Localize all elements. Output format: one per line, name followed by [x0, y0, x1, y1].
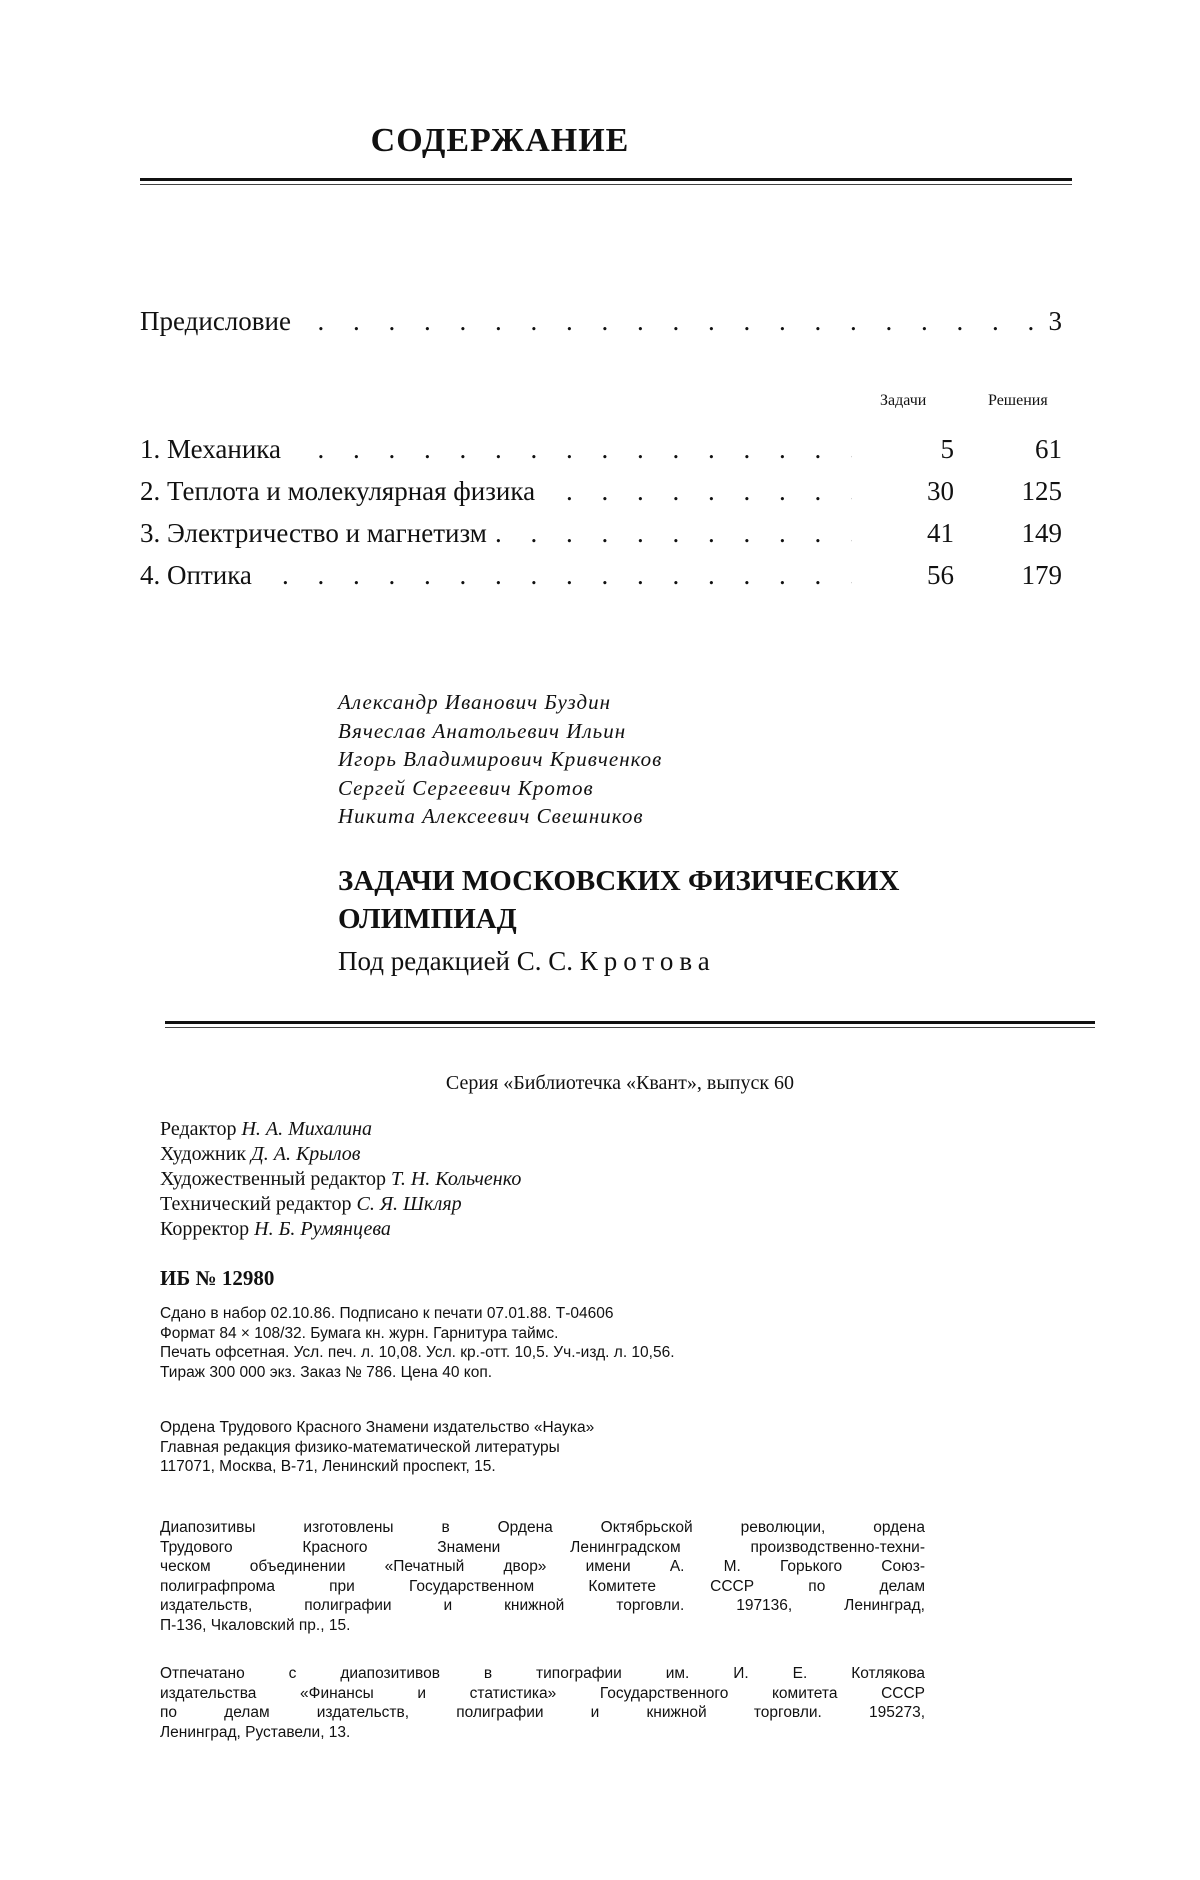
toc-chapter-label: 3. Электричество и магнетизм	[140, 516, 493, 550]
column-header-problems: Задачи	[880, 392, 926, 410]
staff-name: С. Я. Шкляр	[357, 1193, 462, 1215]
staff-role: Корректор	[160, 1218, 249, 1240]
staff-name: Д. А. Крылов	[251, 1143, 360, 1165]
print-info	[160, 1304, 925, 1382]
toc-chapter[interactable]	[140, 558, 1072, 592]
staff-row	[160, 1117, 521, 1142]
staff-name: Т. Н. Кольченко	[391, 1168, 521, 1190]
title-rule-thin	[140, 184, 1072, 185]
toc-solutions-page: 61	[982, 432, 1062, 466]
slides-line: Диапозитивы изготовлены в Ордена Октябрьской революции, ордена	[160, 1518, 925, 1538]
book-title-line: ЗАДАЧИ МОСКОВСКИХ ФИЗИЧЕСКИХ	[338, 862, 899, 900]
staff-credits	[160, 1117, 521, 1242]
publisher-line: Ордена Трудового Красного Знамени издательство «Наука»	[160, 1418, 925, 1438]
printed-info	[160, 1664, 925, 1742]
slides-line: полиграфпрома при Государственном Комитете СССР по делам	[160, 1577, 925, 1597]
slides-line: издательств, полиграфии и книжной торговли. 197136, Ленинград,	[160, 1596, 925, 1616]
toc-chapter[interactable]	[140, 474, 1072, 508]
staff-role: Технический редактор	[160, 1193, 352, 1215]
slides-info	[160, 1518, 925, 1635]
publisher-line: Главная редакция физико-математической литературы	[160, 1438, 925, 1458]
toc-problems-page: 56	[874, 558, 954, 592]
column-header-solutions: Решения	[988, 392, 1048, 410]
toc-chapter[interactable]	[140, 432, 1072, 466]
toc-preface-label: Предисловие	[140, 304, 297, 338]
toc-problems-page: 30	[874, 474, 954, 508]
edited-by-prefix: Под редакцией С. С.	[338, 946, 573, 976]
slides-line: ческом объединении «Печатный двор» имени А. М. Горького Союз-	[160, 1557, 925, 1577]
section-rule	[165, 1021, 1095, 1024]
publisher-line: 117071, Москва, В-71, Ленинский проспект, 15.	[160, 1457, 925, 1477]
ib-number: ИБ № 12980	[160, 1266, 274, 1291]
section-rule-thin	[165, 1027, 1095, 1028]
staff-name: Н. Б. Румянцева	[254, 1218, 391, 1240]
leader-dots: . . . . . . . . . .	[140, 516, 852, 550]
staff-name: Н. А. Михалина	[241, 1118, 372, 1140]
staff-row	[160, 1167, 521, 1192]
author-name: Сергей Сергеевич Кротов	[338, 774, 662, 803]
book-title	[338, 862, 899, 938]
print-info-line: Тираж 300 000 экз. Заказ № 786. Цена 40 коп.	[160, 1363, 925, 1383]
toc-chapter[interactable]	[140, 516, 1072, 550]
leader-dots: . . . . . . . . . . . . . . . .	[140, 432, 852, 466]
toc-chapter-label: 2. Теплота и молекулярная физика	[140, 474, 541, 508]
slides-line: Трудового Красного Знамени Ленинградском производственно-техни-	[160, 1538, 925, 1558]
print-info-line: Печать офсетная. Усл. печ. л. 10,08. Усл. кр.-отт. 10,5. Уч.-изд. л. 10,56.	[160, 1343, 925, 1363]
slides-line: П-136, Чкаловский пр., 15.	[160, 1616, 925, 1636]
toc-chapter-label: 4. Оптика	[140, 558, 258, 592]
printed-line: Ленинград, Руставели, 13.	[160, 1723, 925, 1743]
edited-by-name: Кротова	[580, 946, 716, 976]
staff-role: Редактор	[160, 1118, 236, 1140]
printed-line: Отпечатано с диапозитивов в типографии им. И. Е. Котлякова	[160, 1664, 925, 1684]
edited-by	[338, 946, 716, 977]
book-title-line: ОЛИМПИАД	[338, 900, 899, 938]
toc-solutions-page: 179	[982, 558, 1062, 592]
staff-row	[160, 1142, 521, 1167]
title-rule	[140, 178, 1072, 181]
author-name: Игорь Владимирович Кривченков	[338, 745, 662, 774]
print-info-line: Сдано в набор 02.10.86. Подписано к печати 07.01.88. Т-04606	[160, 1304, 925, 1324]
authors-list	[338, 688, 662, 831]
toc-chapter-label: 1. Механика	[140, 432, 287, 466]
printed-line: по делам издательств, полиграфии и книжной торговли. 195273,	[160, 1703, 925, 1723]
leader-dots: . . . . . . . . . . . . . . . .	[140, 558, 852, 592]
printed-line: издательства «Финансы и статистика» Государственного комитета СССР	[160, 1684, 925, 1704]
toc-solutions-page: 125	[982, 474, 1062, 508]
author-name: Никита Алексеевич Свешников	[338, 802, 662, 831]
toc-preface[interactable]	[140, 304, 1072, 338]
staff-role: Художественный редактор	[160, 1168, 386, 1190]
toc-solutions-page: 149	[982, 516, 1062, 550]
staff-row	[160, 1217, 521, 1242]
leader-dots: . . . . . . . . . . . . . . . . . . . .	[140, 304, 1040, 338]
author-name: Александр Иванович Буздин	[338, 688, 662, 717]
toc-problems-page: 5	[874, 432, 954, 466]
toc-problems-page: 41	[874, 516, 954, 550]
staff-role: Художник	[160, 1143, 246, 1165]
series-line: Серия «Библиотечка «Квант», выпуск 60	[0, 1072, 1200, 1095]
author-name: Вячеслав Анатольевич Ильин	[338, 717, 662, 746]
contents-title: СОДЕРЖАНИЕ	[0, 122, 1000, 160]
publisher-info	[160, 1418, 925, 1477]
toc-preface-page: 3	[1049, 304, 1063, 338]
staff-row	[160, 1192, 521, 1217]
print-info-line: Формат 84 × 108/32. Бумага кн. журн. Гарнитура таймс.	[160, 1324, 925, 1344]
